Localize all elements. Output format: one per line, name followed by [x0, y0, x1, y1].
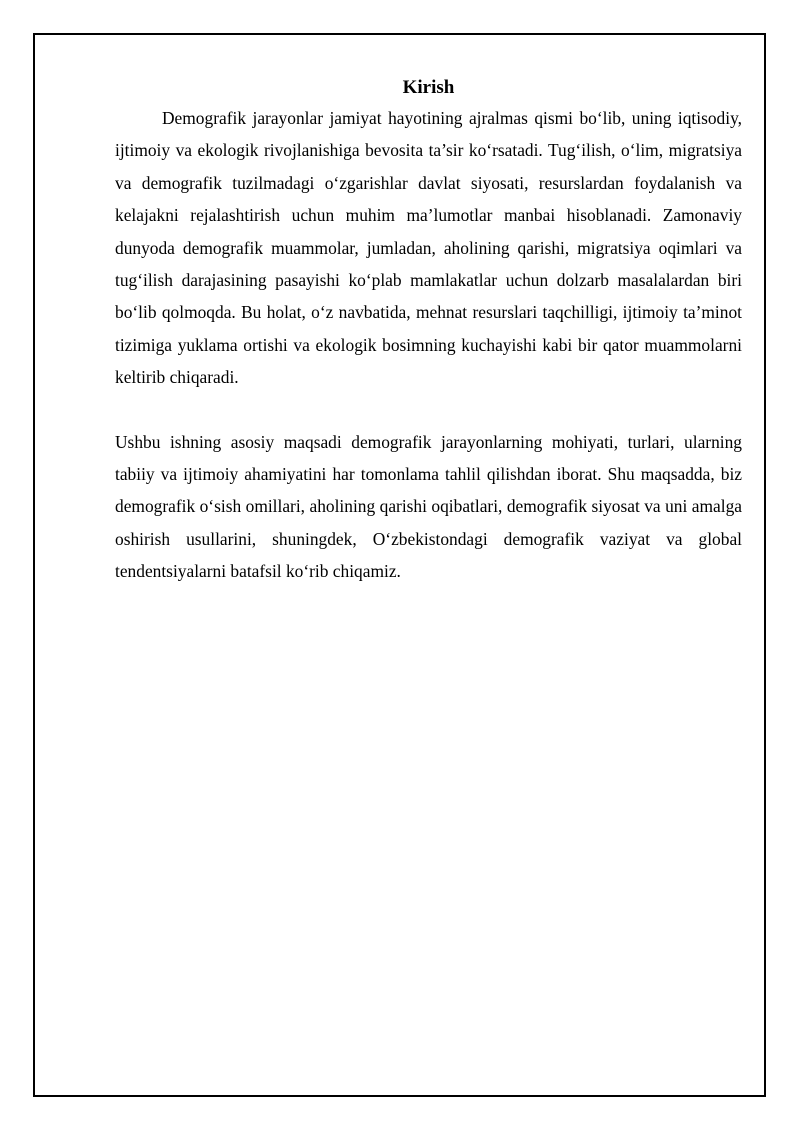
document-body — [115, 74, 742, 588]
paragraph-aim: Ushbu ishning asosiy maqsadi demografik jarayonlarning mohiyati, turlari, ularning tabiiy va ijtimoiy ahamiyatini har tomonlama tahlil qilishdan iborat. Shu maqsadda, biz demografik o‘sish omillari, aholining qarishi oqibatlari, demografik siyosat va uni amalga oshirish usullarini, shuningdek, O‘zbekistondagi demografik vaziyat va global tendentsiyalarni batafsil ko‘rib chiqamiz. — [115, 431, 742, 582]
document-title: Kirish — [402, 77, 455, 98]
paragraph-intro: Demografik jarayonlar jamiyat hayotining ajralmas qismi bo‘lib, uning iqtisodiy, ijtimoiy va ekologik rivojlanishiga bevosita ta’sir ko‘rsatadi. Tug‘ilish, o‘lim, migratsiya va demografik tuzilmadagi o‘zgarishlar davlat siyosati, resurslardan foydalanish va kelajakni rejalashtirish uchun muhim ma’lumotlar manbai hisoblanadi. Zamonaviy dunyoda demografik muammolar, jumladan, aholining qarishi, migratsiya oqimlari va tug‘ilish darajasining pasayishi ko‘plab mamlakatlar uchun dolzarb masalalardan biri bo‘lib qolmoqda. Bu holat, o‘z navbatida, mehnat resurslari taqchilligi, ijtimoiy ta’minot tizimiga yuklama ortishi va ekologik bosimning kuchayishi kabi bir qator muammolarni keltirib chiqaradi. — [115, 108, 742, 388]
paragraph-gap — [115, 394, 742, 426]
title-wrap — [115, 74, 742, 102]
